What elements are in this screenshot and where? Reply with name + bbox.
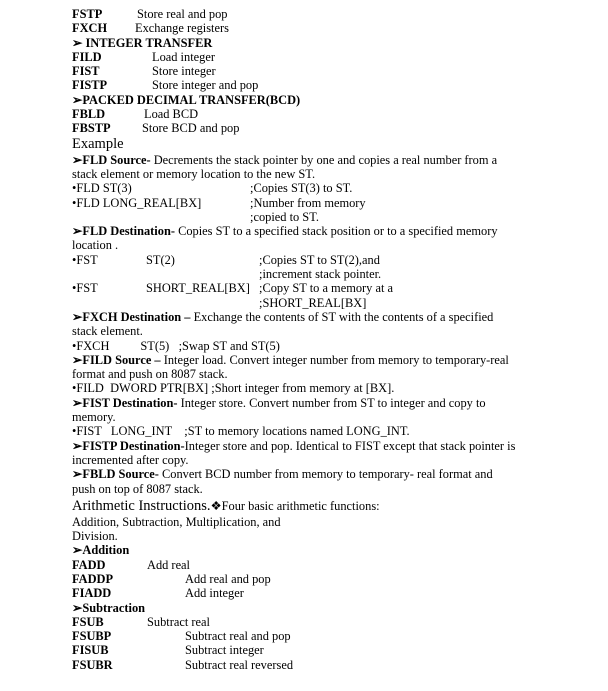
fild-heading: ➢FILD Source –	[72, 352, 161, 367]
mnemonic: FIST	[72, 64, 100, 79]
description: Subtract real	[147, 614, 210, 629]
mnemonic: FISTP	[72, 78, 108, 93]
mnemonic: FSUBP	[72, 629, 112, 644]
fbld-paragraph	[72, 467, 504, 496]
instruction-row	[72, 64, 532, 78]
fld-source-heading: ➢FLD Source-	[72, 152, 151, 167]
mnemonic: FISUB	[72, 643, 109, 658]
fist-text: Integer store. Convert number from ST to integer and copy to memory.	[72, 395, 486, 425]
example-row	[72, 267, 532, 281]
instruction-row	[72, 50, 532, 64]
fxch-text: Exchange the contents of ST with the contents of a specified stack element.	[72, 309, 494, 339]
mnemonic: FSTP	[72, 7, 103, 21]
fxch-example: •FXCH ST(5) ;Swap ST and ST(5)	[72, 338, 280, 353]
instruction-row	[72, 121, 532, 135]
arithmetic-lead: ❖Four basic arithmetic functions:	[210, 498, 380, 513]
description: Store integer	[152, 64, 216, 79]
description: Subtract real and pop	[185, 629, 291, 644]
instruction-row	[72, 558, 532, 572]
example-comment: ;SHORT_REAL[BX]	[259, 295, 367, 310]
arithmetic-line: Division.	[72, 529, 118, 544]
example-row	[72, 281, 532, 295]
arithmetic-line: Addition, Subtraction, Multiplication, and	[72, 514, 281, 529]
fistp-paragraph	[72, 439, 524, 468]
example-operand: ST(2)	[146, 252, 175, 267]
fbld-text: Convert BCD number from memory to temporary- real format and push on top of 8087 stack.	[72, 467, 493, 496]
example-operand: SHORT_REAL[BX]	[146, 281, 250, 296]
description: Add real	[147, 557, 191, 572]
mnemonic: FBSTP	[72, 121, 111, 136]
description: Add integer	[185, 586, 244, 601]
section-heading-subtraction: ➢Subtraction	[72, 600, 146, 615]
example-row	[72, 181, 532, 195]
description: Store integer and pop	[152, 78, 259, 93]
example-comment: ;Number from memory	[250, 195, 366, 210]
example-row	[72, 210, 532, 224]
fistp-heading: ➢FISTP Destination-	[72, 438, 185, 453]
fistp-text: Integer store and pop. Identical to FIST except that stack pointer is incremented after copy.	[72, 438, 516, 467]
description: Add real and pop	[185, 571, 271, 586]
fist-paragraph	[72, 396, 500, 425]
fild-paragraph	[72, 353, 522, 382]
fld-destination-heading: ➢FLD Destination-	[72, 224, 175, 239]
example-code: •FST	[72, 252, 98, 267]
fld-destination-paragraph	[72, 224, 512, 253]
fist-heading: ➢FIST Destination-	[72, 395, 178, 410]
mnemonic: FADD	[72, 557, 106, 572]
fxch-heading: ➢FXCH Destination –	[72, 309, 191, 324]
instruction-row	[72, 572, 532, 586]
example-code: •FLD LONG_REAL[BX]	[72, 195, 202, 210]
mnemonic: FADDP	[72, 571, 114, 586]
example-comment: ;copied to ST.	[250, 209, 319, 224]
arithmetic-row	[72, 498, 532, 515]
instruction-row	[72, 629, 532, 643]
arithmetic-title: Arithmetic Instructions.	[72, 497, 211, 514]
instruction-row	[72, 78, 532, 92]
document-page	[72, 7, 532, 672]
instruction-row	[72, 658, 532, 672]
description: Load integer	[152, 49, 215, 64]
description: Store BCD and pop	[142, 121, 240, 136]
mnemonic: FSUBR	[72, 657, 113, 672]
fist-example: •FIST LONG_INT ;ST to memory locations named LONG_INT.	[72, 424, 410, 439]
section-heading-integer-transfer: ➢ INTEGER TRANSFER	[72, 35, 213, 50]
instruction-row	[72, 615, 532, 629]
mnemonic: FIADD	[72, 586, 112, 601]
section-heading-bcd: ➢PACKED DECIMAL TRANSFER(BCD)	[72, 92, 301, 107]
mnemonic: FILD	[72, 49, 102, 64]
fbld-heading: ➢FBLD Source-	[72, 467, 159, 482]
description: Subtract integer	[185, 643, 264, 658]
example-code: •FLD ST(3)	[72, 181, 132, 196]
section-heading-addition: ➢Addition	[72, 543, 130, 558]
example-comment: ;increment stack pointer.	[259, 267, 382, 282]
description: Load BCD	[144, 107, 199, 122]
instruction-row	[72, 107, 532, 121]
example-comment: ;Copies ST(3) to ST.	[250, 181, 353, 196]
mnemonic: FSUB	[72, 614, 104, 629]
description: Subtract real reversed	[185, 657, 294, 672]
instruction-row	[72, 7, 532, 21]
example-row	[72, 253, 532, 267]
example-code: •FST	[72, 281, 98, 296]
fld-source-paragraph	[72, 153, 512, 182]
description: Exchange registers	[135, 21, 229, 36]
fild-example: •FILD DWORD PTR[BX] ;Short integer from memory at [BX].	[72, 381, 395, 396]
mnemonic: FXCH	[72, 21, 108, 36]
fxch-paragraph	[72, 310, 512, 339]
instruction-row	[72, 21, 532, 35]
example-comment: ;Copy ST to a memory at a	[259, 281, 393, 296]
fld-destination-text: Copies ST to a specified stack position or to a specified memory location .	[72, 224, 498, 253]
example-row	[72, 296, 532, 310]
example-title: Example	[72, 135, 124, 152]
instruction-row	[72, 643, 532, 657]
fild-text: Integer load. Convert integer number from memory to temporary-real format and push on 8087 stack.	[72, 352, 509, 382]
instruction-row	[72, 586, 532, 600]
example-row	[72, 196, 532, 210]
mnemonic: FBLD	[72, 107, 106, 122]
fld-source-text: Decrements the stack pointer by one and copies a real number from a stack element or memory location to the new ST.	[72, 152, 498, 181]
description: Store real and pop	[137, 7, 228, 21]
example-comment: ;Copies ST to ST(2),and	[259, 252, 380, 267]
